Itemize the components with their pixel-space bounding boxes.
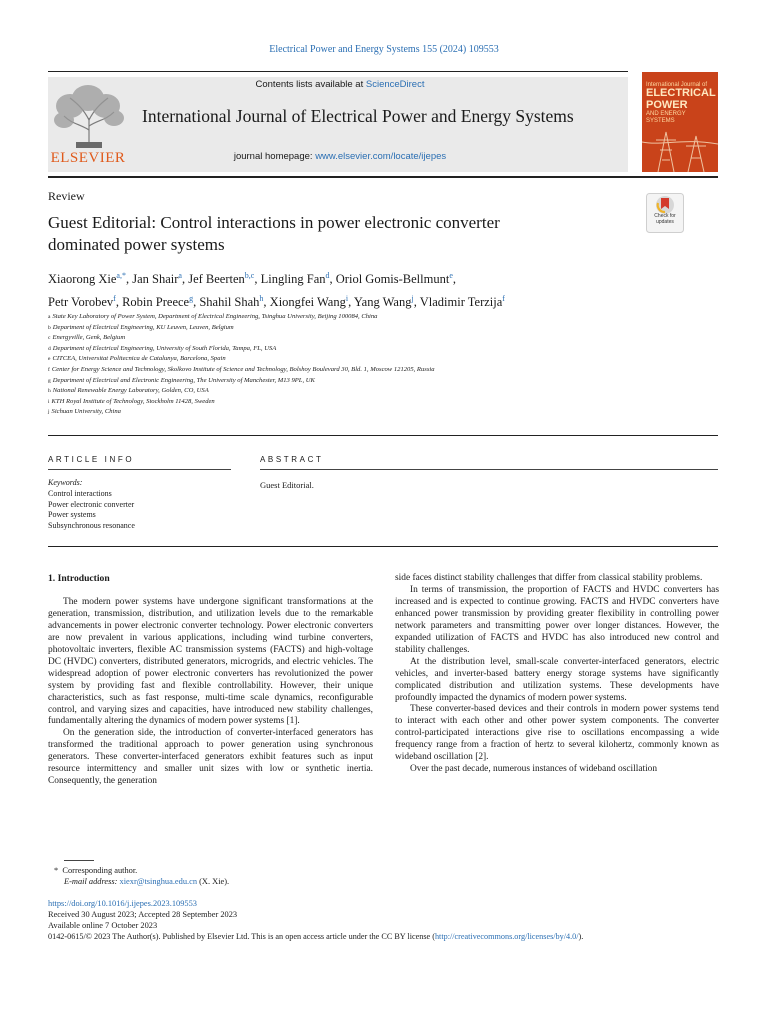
info-bottom-rule [48,546,718,547]
abstract-text: Guest Editorial. [260,480,314,490]
author-affiliation-marker[interactable]: a [178,271,182,280]
abstract-rule [260,469,718,470]
cover-title [646,82,716,124]
author-affiliation-marker[interactable]: a,* [116,271,126,280]
affiliation-item [48,354,728,365]
keyword-item: Subsynchronous resonance [48,521,135,531]
article-type: Review [48,189,85,203]
author-affiliation-marker[interactable]: g [189,294,194,304]
crossmark-label-line-2: updates [656,219,674,225]
abstract-heading: ABSTRACT [260,455,324,464]
author-name[interactable]: Xiongfei Wang [269,295,346,310]
affiliation-text: CITCEA, Universitat Politecnica de Catalunya, Barcelona, Spain [52,355,226,363]
affiliation-text: Department of Electrical and Electronic Engineering, The University of Manchester, M13 9PL, UK [52,376,315,384]
license-line [48,932,728,943]
affiliation-list [48,312,728,418]
author-separator: , [329,272,336,287]
author-separator: , [181,272,189,287]
body-right-column [395,573,719,776]
affiliation-marker: c [48,335,51,342]
cover-title-big-2: POWER [646,98,688,111]
cover-title-small-3: SYSTEMS [646,117,675,124]
author-name[interactable]: Xiaorong Xie [48,272,117,287]
doi-link[interactable]: https://doi.org/10.1016/j.ijepes.2023.109553 [48,899,197,908]
author-list-line-2 [48,289,728,312]
author-name[interactable]: Jef Beerten [188,272,245,287]
affiliation-item [48,376,728,387]
author-separator: , [263,295,270,310]
crossmark-label-line-1: Check for [654,213,676,219]
journal-homepage-line [140,151,540,162]
journal-cover-thumbnail[interactable] [642,72,718,172]
elsevier-wordmark: ELSEVIER [50,150,126,166]
keyword-item: Power electronic converter [48,499,135,509]
body-paragraph: These converter-based devices and their controls in modern power systems tend to interact with each other and other power system components. The converter control-participated interactions give rise to oscillations encompassing a wide frequency range from a fraction of hertz to several kilohertz, commonly known as wideband oscillation [2]. [395,704,719,763]
affiliation-marker: h [48,388,51,395]
license-link[interactable]: http://creativecommons.org/licenses/by/4.0/ [434,932,579,941]
affiliation-item [48,397,728,408]
author-separator: , [125,272,133,287]
affiliation-marker: d [48,345,51,352]
keyword-item: Power systems [48,510,96,520]
affiliation-marker: b [48,324,51,331]
header-bottom-rule [48,176,718,178]
author-affiliation-marker[interactable]: i [345,294,349,304]
affiliation-item [48,333,728,344]
keywords-block [48,478,238,532]
body-paragraph: side faces distinct stability challenges that differ from classical stability problems. [395,573,703,583]
article-title [48,212,608,256]
affiliation-marker: e [48,356,51,363]
affiliation-text: Center for Energy Science and Technology, Skolkovo Institute of Science and Technology, Bolshoy Boulevard 30, Bld. 1, Moscow 121205, Russia [51,365,435,373]
email-suffix: (X. Xie). [197,877,230,886]
body-paragraph: At the distribution level, small-scale converter-interfaced generators, electric vehicles, and inverter-based battery energy storage systems have significantly complicated distribution and utilization systems. These developments have profoundly impacted the dynamics of modern power systems. [395,656,719,703]
author-affiliation-marker[interactable]: h [259,294,264,304]
author-separator: , [413,295,420,310]
affiliation-marker: a [48,314,51,320]
article-title-line-2: dominated power systems [48,235,225,254]
author-affiliation-marker[interactable]: f [113,294,116,304]
license-prefix: 0142-0615/© 2023 The Author(s). Published by Elsevier Ltd. This is an open access article under the CC BY license ( [48,932,435,941]
affiliation-text: Sichuan University, China [51,408,121,416]
crossmark-label [646,213,684,225]
keyword-item: Control interactions [48,488,112,498]
paragraph-text: The modern power systems have undergone significant transformations at the generation, transmission, distribution, and utilization levels due to the remarkable advancements in power electronic converter technology. Power electronic converters are now prevalent in various applications, including wind turbine converters, photovoltaic inverters, flexible AC transmission systems (FACTS) and high-voltage DC (HVDC) converters, distributed generators, microgrids, and electric vehicles. The widespread adoption of power electronic converters has revolutionized the power system by providing fast and flexible controllability. However, their unique characteristics, such as fast response, multi-time scale dynamics, reconfigurable control, and varying sizes and capacities, have introduced new stability challenges, fundamentally altering the dynamics of modern power systems [1]. [48,596,373,727]
author-affiliation-marker[interactable]: e [449,271,453,280]
author-list [48,266,728,312]
email-line [64,877,464,888]
footnote-rule [64,860,94,861]
affiliation-marker: i [48,398,50,405]
affiliation-text: Department of Electrical Engineering, University of South Florida, Tampa, FL, USA [52,344,277,352]
author-separator: , [254,272,261,287]
author-affiliation-marker[interactable]: j [411,294,414,304]
author-name[interactable]: Petr Vorobev [48,295,114,310]
author-name[interactable]: Shahil Shah [199,295,260,310]
section-title: 1. Introduction [48,573,110,584]
homepage-prefix: journal homepage: [233,151,316,162]
cover-title-small: International Journal of [646,82,708,88]
author-name[interactable]: Jan Shair [132,272,179,287]
author-name[interactable]: Lingling Fan [260,272,326,287]
received-dates: Received 30 August 2023; Accepted 28 September 2023 [48,910,238,919]
affiliation-item [48,344,728,355]
license-suffix: ). [578,932,584,941]
article-info-heading: ARTICLE INFO [48,455,135,464]
sciencedirect-link[interactable]: ScienceDirect [365,79,425,90]
author-separator: , [348,295,354,310]
body-paragraph [48,597,373,728]
author-affiliation-marker[interactable]: b,c [244,271,255,280]
available-online-date: Available online 7 October 2023 [48,921,158,930]
affiliation-marker: g [48,377,51,384]
keywords-label: Keywords: [48,478,83,487]
email-link[interactable]: xiexr@tsinghua.edu.cn [119,877,198,886]
author-separator: , [193,295,200,310]
body-left-column [48,573,373,788]
affiliation-item [48,312,728,323]
author-name[interactable]: Vladimir Terzija [419,295,503,310]
affiliation-text: Energyville, Genk, Belgium [52,334,126,342]
affiliation-item [48,386,728,397]
body-paragraph: On the generation side, the introduction of converter-interfaced generators has transformed the traditional approach to power generation using synchronous generators. These converter-interfaced generators exhibit features such as input resource intermittency and smaller unit sizes with low or synthetic inertia. Consequently, the generation [48,728,373,787]
affiliation-item [48,323,728,334]
affiliation-marker: j [48,409,50,416]
header-top-rule [48,71,628,72]
author-affiliation-marker[interactable]: d [325,271,330,280]
body-paragraph: In terms of transmission, the proportion of FACTS and HVDC converters has increased and is expected to continue growing. FACTS and HVDC converters have enhanced power transmission by providing greater flexibility in controlling power network parameters and transmitting power over longer distances. However, the expanded utilization of FACTS and HVDC has also introduced new control and stability challenges. [395,584,719,655]
author-name[interactable]: Yang Wang [353,295,412,310]
author-separator: , [452,272,457,287]
article-title-line-1: Guest Editorial: Control interactions in power electronic converter [48,213,500,232]
affiliation-text: State Key Laboratory of Power System, Department of Electrical Engineering, Tsinghua University, Beijing 100084, China [52,313,378,320]
journal-title: International Journal of Electrical Power and Energy Systems [142,106,574,126]
corresponding-author-note [54,866,454,877]
author-affiliation-marker[interactable]: f [502,294,505,304]
cover-title-big-1: ELECTRICAL [646,87,716,100]
journal-reference-link[interactable]: Electrical Power and Energy Systems 155 (2024) 109553 [269,44,499,55]
email-label: E-mail address: [64,877,118,886]
doi-line[interactable] [48,899,197,910]
contents-prefix: Contents lists available at [255,79,366,90]
author-separator: , [115,295,123,310]
cover-pylon-icon [642,122,718,172]
author-name[interactable]: Robin Preece [122,295,190,310]
affiliation-marker: f [48,366,50,373]
author-name[interactable]: Oriol Gomis-Bellmunt [335,272,450,287]
affiliation-item [48,365,728,376]
author-list-line-1 [48,266,728,289]
article-info-rule [48,469,231,470]
affiliation-text: Department of Electrical Engineering, KU Leuven, Leuven, Belgium [52,323,234,331]
body-paragraph: Over the past decade, numerous instances of wideband oscillation [410,764,658,775]
affiliation-text: National Renewable Energy Laboratory, Golden, CO, USA [52,387,209,395]
corresponding-mark: * [54,866,59,875]
journal-reference[interactable] [0,44,768,55]
contents-available-line [140,79,540,90]
affiliation-text: KTH Royal Institute of Technology, Stockholm 11428, Sweden [51,397,215,405]
corresponding-text: Corresponding author. [62,866,138,875]
affiliation-item [48,407,728,418]
journal-homepage-link[interactable]: www.elsevier.com/locate/ijepes [315,151,447,162]
info-top-rule [48,435,718,436]
cover-title-small-2: AND ENERGY [646,111,686,118]
